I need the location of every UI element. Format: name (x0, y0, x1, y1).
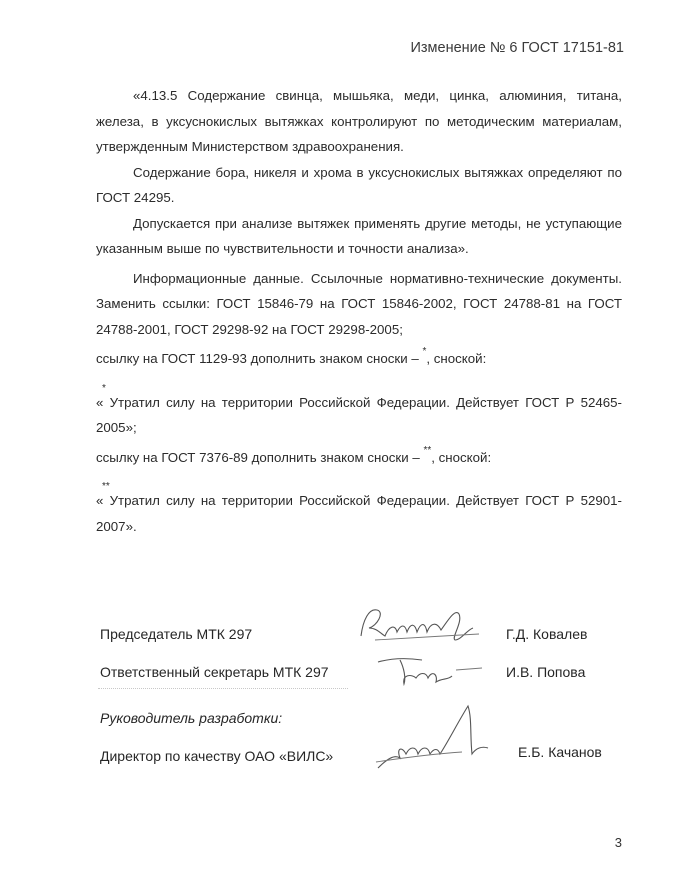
secretary-label: Ответственный секретарь МТК 297 (100, 664, 329, 680)
footnote-2 (96, 482, 622, 539)
footnote-mark-1: * (422, 346, 427, 357)
secretary-name: И.В. Попова (506, 664, 586, 680)
paragraph-gost-7376-text: ссылку на ГОСТ 7376-89 дополнить знаком сноски – (96, 449, 420, 465)
paragraph-methods: Допускается при анализе вытяжек применять другие методы, не уступающие указанным выше по чувствительности и точности анализа». (96, 215, 622, 256)
secretary-signature-icon (370, 652, 490, 692)
footnote-1-mark: * (102, 382, 106, 394)
paragraph-gost-1129-text: ссылку на ГОСТ 1129-93 дополнить знаком сноски – (96, 351, 419, 366)
paragraph-gost-7376-suffix: , сноской: (431, 449, 492, 465)
footnote-1 (96, 384, 622, 441)
footnote-2-mark: ** (102, 481, 110, 492)
footnote-1-text: « Утратил силу на территории Российской Федерации. Действует ГОСТ Р 52465-2005»; (96, 394, 622, 435)
document-header: Изменение № 6 ГОСТ 17151-81 (410, 40, 624, 56)
paragraph-boron: Содержание бора, никеля и хрома в уксуснокислых вытяжках определяют по ГОСТ 24295. (96, 164, 622, 205)
director-label: Директор по качеству ОАО «ВИЛС» (100, 748, 334, 764)
secretary-dotted-line (98, 688, 348, 689)
document-body (96, 83, 622, 539)
page-number: 3 (614, 835, 622, 850)
paragraph-info-data: Информационные данные. Ссылочные нормативно-технические документы. Заменить ссылки: ГОСТ 15846-79 на ГОСТ 15846-2002, ГОСТ 24788-81 на ГОСТ 24788-2001, ГОСТ 29298-92 на ГОСТ 29298-2005; (96, 270, 622, 337)
paragraph-gost-7376 (96, 445, 622, 473)
chair-name: Г.Д. Ковалев (506, 626, 588, 642)
paragraph-gost-1129-suffix: , сноской: (426, 351, 487, 366)
chair-label: Председатель МТК 297 (100, 626, 253, 642)
chair-signature-icon (355, 600, 485, 650)
director-signature-icon (372, 702, 492, 777)
director-name: Е.Б. Качанов (518, 744, 602, 760)
footnote-mark-2: ** (423, 444, 432, 456)
paragraph-4-13-5: «4.13.5 Содержание свинца, мышьяка, меди, цинка, алюминия, титана, железа, в уксуснокислых вытяжках контролируют по методическим материалам, утвержденным Министерством здравоохранения. (96, 88, 622, 154)
head-label: Руководитель разработки: (100, 710, 283, 726)
footnote-2-text: « Утратил силу на территории Российской Федерации. Действует ГОСТ Р 52901-2007». (96, 493, 622, 534)
paragraph-gost-1129 (96, 346, 622, 374)
